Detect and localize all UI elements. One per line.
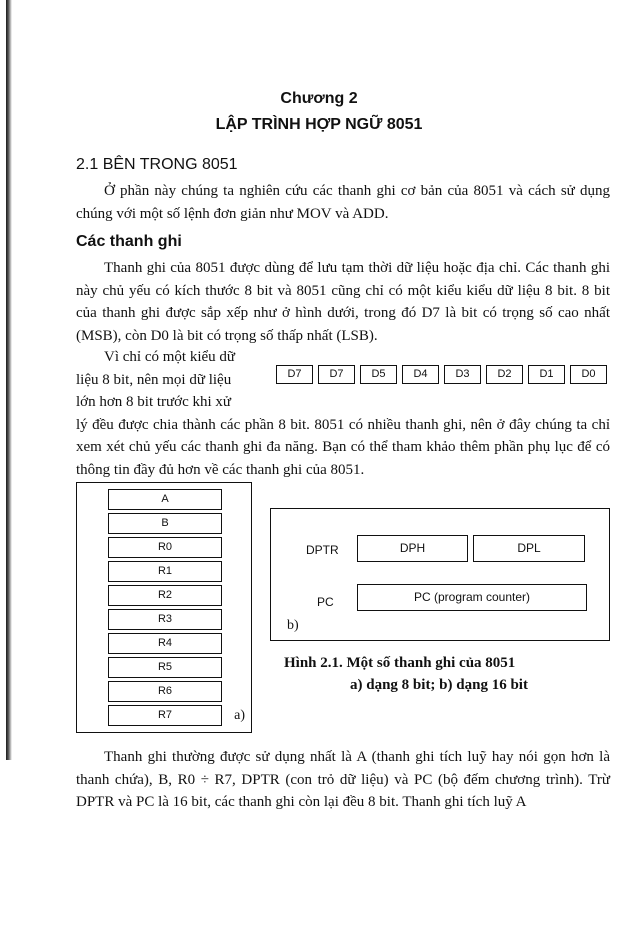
- paragraph-continuation: lý đều được chia thành các phần 8 bit. 8051 có nhiều thanh ghi, nên ở đây chúng ta chỉ xem xét chủ yếu các thanh ghi đa năng. Bạn có thể tham khảo thêm phần phụ lục để có thông tin đầy đủ hơn về các thanh ghi của 8051.: [76, 416, 610, 478]
- register-box: R4: [108, 633, 222, 654]
- subheading: Các thanh ghi: [76, 233, 182, 250]
- bit-cell: D0: [570, 365, 607, 384]
- book-spine-shadow: [6, 0, 12, 760]
- wrap-line-1: Vì chỉ có một kiểu dữ: [104, 349, 236, 365]
- wrap-line-2: liệu 8 bit, nên mọi dữ liệu: [76, 371, 232, 388]
- chapter-title: LẬP TRÌNH HỢP NGỮ 8051: [215, 116, 423, 133]
- bit-layout-diagram: [276, 365, 607, 384]
- bit-cell: D2: [486, 365, 523, 384]
- register-box: R5: [108, 657, 222, 678]
- bit-cell: D1: [528, 365, 565, 384]
- dpl-box: DPL: [473, 535, 585, 562]
- register-box: B: [108, 513, 222, 534]
- section-heading: 2.1 BÊN TRONG 8051: [76, 156, 238, 173]
- figure-16bit-registers: [270, 508, 610, 641]
- figure-b-label: b): [287, 618, 299, 633]
- pc-box: PC (program counter): [357, 584, 587, 611]
- figure-a-label: a): [234, 708, 245, 723]
- caption-line-2: a) dạng 8 bit; b) dạng 16 bit: [350, 677, 528, 693]
- chapter-number: Chương 2: [280, 90, 358, 107]
- paragraph-accumulator: Thanh ghi thường được sử dụng nhất là A (thanh ghi tích luỹ hay nói gọn hơn là thanh chứa), B, R0 ÷ R7, DPTR (con trỏ dữ liệu) và PC (bộ đếm chương trình). Trừ DPTR và PC là 16 bit, các thanh ghi còn lại đều 8 bit. Thanh ghi tích luỹ A: [76, 749, 610, 810]
- figure-caption: [284, 652, 528, 696]
- dptr-label: DPTR: [306, 543, 339, 557]
- bit-cell: D3: [444, 365, 481, 384]
- bit-cell: D4: [402, 365, 439, 384]
- dph-box: DPH: [357, 535, 468, 562]
- intro-paragraph: Ở phần này chúng ta nghiên cứu các thanh ghi cơ bản của 8051 và cách sử dụng chúng với một số lệnh đơn giản như MOV và ADD.: [76, 183, 610, 222]
- bit-cell: D7: [318, 365, 355, 384]
- register-box: R7: [108, 705, 222, 726]
- register-box: R6: [108, 681, 222, 702]
- register-box: R0: [108, 537, 222, 558]
- figure-8bit-registers: [76, 482, 252, 733]
- register-box: R2: [108, 585, 222, 606]
- register-box: R3: [108, 609, 222, 630]
- pc-label: PC: [317, 595, 334, 609]
- register-box: A: [108, 489, 222, 510]
- caption-line-1: Hình 2.1. Một số thanh ghi của 8051: [284, 655, 516, 671]
- wrap-line-3: lớn hơn 8 bit trước khi xử: [76, 394, 232, 410]
- register-box: R1: [108, 561, 222, 582]
- bit-cell: D7: [276, 365, 313, 384]
- paragraph-registers: Thanh ghi của 8051 được dùng để lưu tạm thời dữ liệu hoặc địa chỉ. Các thanh ghi này chủ yếu có kích thước 8 bit và 8051 cũng chỉ có một kiểu kiểu dữ liệu 8 bit. 8 bit của thanh ghi được sắp xếp như ở hình dưới, trong đó D7 là bit có trọng số cao nhất (MSB), còn D0 là bit có trọng số thấp nhất (LSB).: [76, 260, 610, 344]
- bit-cell: D5: [360, 365, 397, 384]
